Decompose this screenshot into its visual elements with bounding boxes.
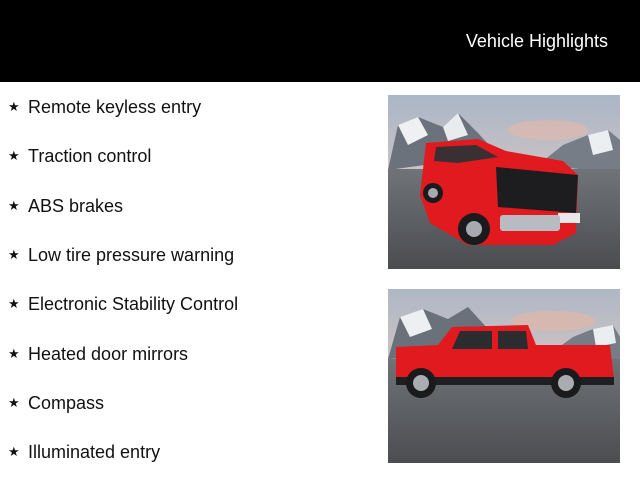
star-icon: ★ xyxy=(8,296,20,311)
feature-label: Low tire pressure warning xyxy=(28,245,235,265)
feature-label: ABS brakes xyxy=(28,196,124,216)
feature-label: Illuminated entry xyxy=(28,442,161,462)
header-bar xyxy=(0,0,640,82)
feature-label: Traction control xyxy=(28,146,152,166)
star-icon: ★ xyxy=(8,198,20,213)
feature-label: Heated door mirrors xyxy=(28,344,189,364)
star-icon: ★ xyxy=(8,444,20,459)
star-icon: ★ xyxy=(8,346,20,361)
feature-item xyxy=(8,293,238,315)
feature-item xyxy=(8,145,151,167)
vehicle-photo-front[interactable] xyxy=(388,95,620,269)
star-icon: ★ xyxy=(8,247,20,262)
vehicle-photo-side[interactable] xyxy=(388,289,620,463)
star-icon: ★ xyxy=(8,395,20,410)
star-icon: ★ xyxy=(8,148,20,163)
feature-item xyxy=(8,441,160,463)
feature-label: Remote keyless entry xyxy=(28,97,202,117)
star-icon: ★ xyxy=(8,99,20,114)
feature-item xyxy=(8,392,104,414)
feature-item xyxy=(8,195,123,217)
feature-label: Compass xyxy=(28,393,105,413)
feature-item xyxy=(8,244,234,266)
feature-label: Electronic Stability Control xyxy=(28,294,239,314)
feature-item xyxy=(8,343,188,365)
page-title: Vehicle Highlights xyxy=(465,31,608,51)
feature-item xyxy=(8,96,201,118)
